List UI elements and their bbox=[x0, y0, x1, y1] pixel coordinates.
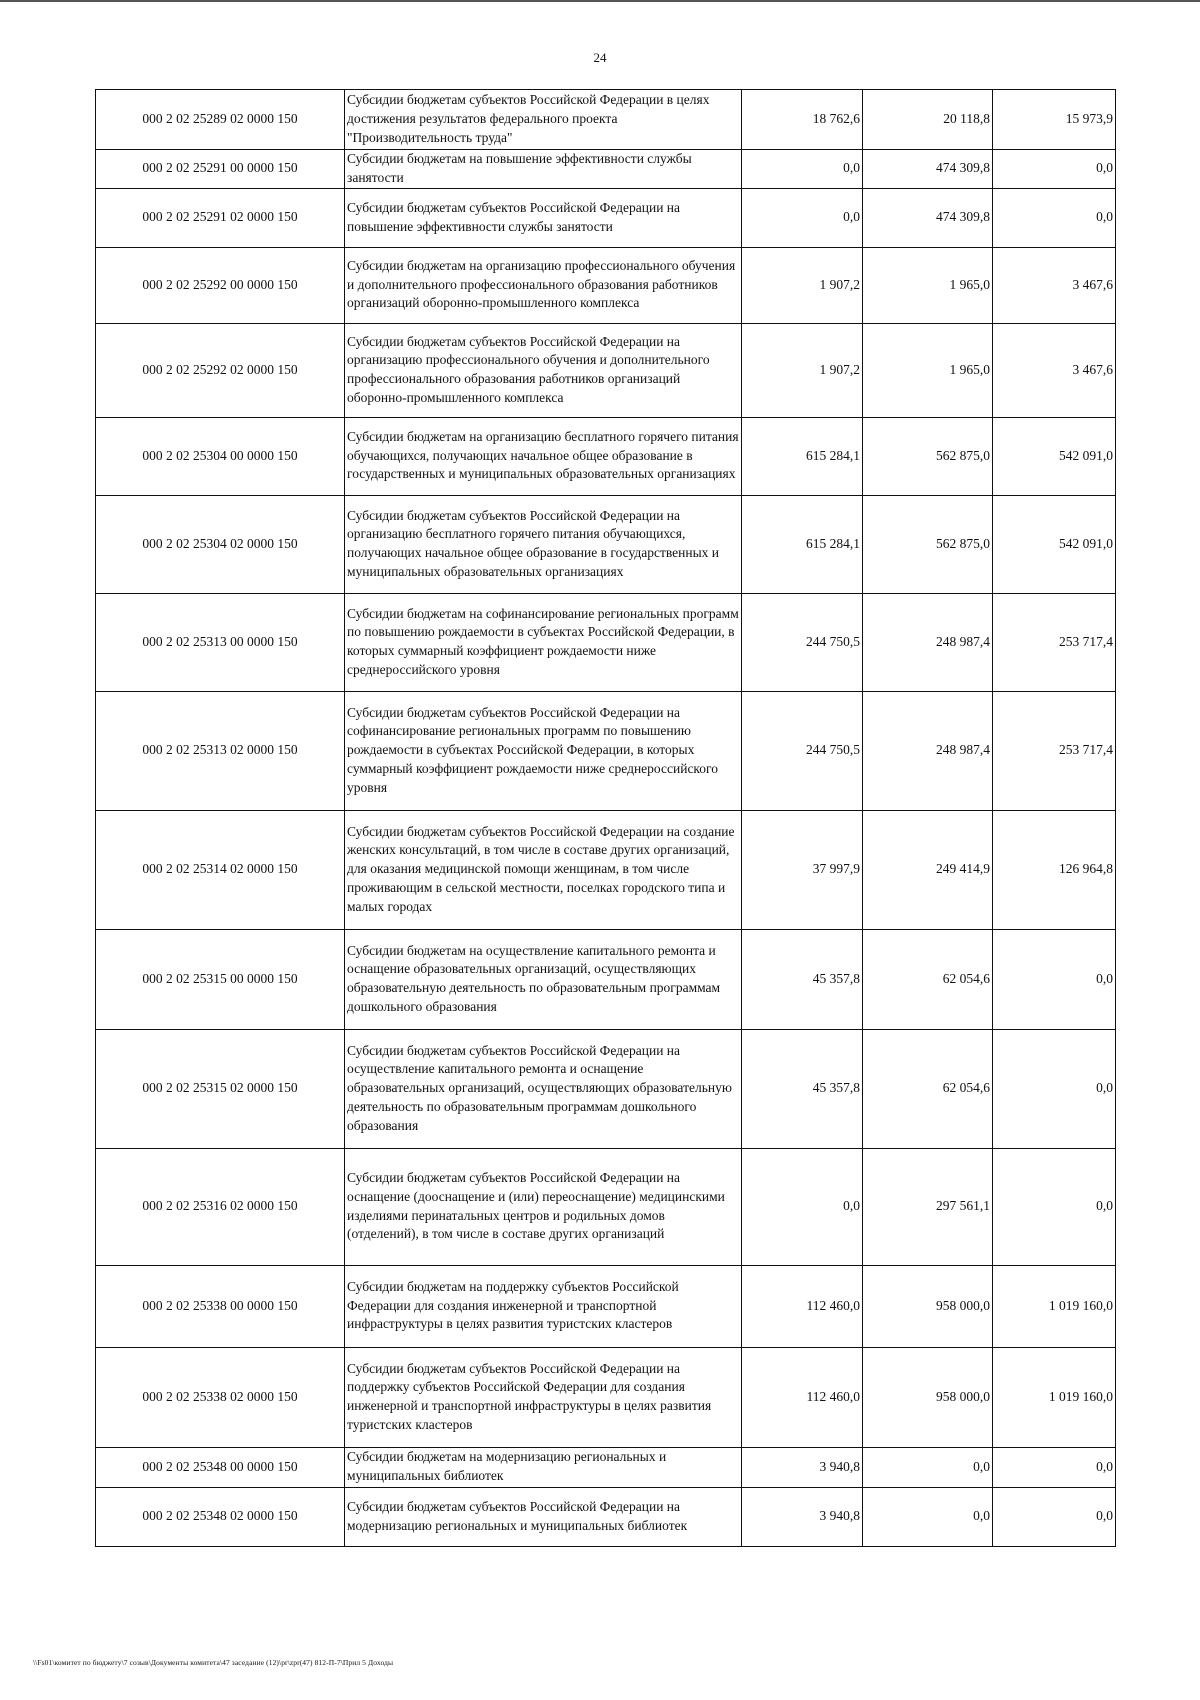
amount-year3-cell: 542 091,0 bbox=[993, 417, 1116, 495]
table-row bbox=[96, 1265, 1116, 1347]
table-row bbox=[96, 188, 1116, 247]
amount-year1-cell: 18 762,6 bbox=[742, 90, 863, 150]
amount-year1-cell: 0,0 bbox=[742, 188, 863, 247]
description-cell: Субсидии бюджетам субъектов Российской Федерации в целях достижения результатов федерального проекта "Производительность труда" bbox=[345, 90, 742, 150]
budget-code-cell: 000 2 02 25316 02 0000 150 bbox=[96, 1148, 345, 1265]
amount-year2-cell: 248 987,4 bbox=[863, 691, 993, 810]
amount-year3-cell: 0,0 bbox=[993, 188, 1116, 247]
table-row bbox=[96, 810, 1116, 929]
description-cell: Субсидии бюджетам на осуществление капитального ремонта и оснащение образовательных организаций, осуществляющих образовательную деятельность по образовательным программам дошкольного образования bbox=[345, 929, 742, 1029]
budget-code-cell: 000 2 02 25315 02 0000 150 bbox=[96, 1029, 345, 1148]
table-row bbox=[96, 323, 1116, 417]
table-row bbox=[96, 1347, 1116, 1447]
amount-year2-cell: 958 000,0 bbox=[863, 1347, 993, 1447]
description-cell: Субсидии бюджетам субъектов Российской Федерации на поддержку субъектов Российской Федерации для создания инженерной и транспортной инфраструктуры в целях развития туристских кластеров bbox=[345, 1347, 742, 1447]
amount-year2-cell: 958 000,0 bbox=[863, 1265, 993, 1347]
footer-file-path: \\Fs01\комитет по бюджету\7 созыв\Документы комитета\47 заседание (12)\pr\zpr(47) 812-П-7\Прил 5 Доходы bbox=[33, 1658, 394, 1667]
amount-year2-cell: 474 309,8 bbox=[863, 188, 993, 247]
description-cell: Субсидии бюджетам субъектов Российской Федерации на создание женских консультаций, в том числе в составе других организаций, для оказания медицинской помощи женщинам, в том числе проживающим в сельской местности, поселках городского типа и малых городах bbox=[345, 810, 742, 929]
budget-code-cell: 000 2 02 25338 02 0000 150 bbox=[96, 1347, 345, 1447]
amount-year2-cell: 20 118,8 bbox=[863, 90, 993, 150]
description-cell: Субсидии бюджетам на организацию профессионального обучения и дополнительного профессионального образования работников организаций оборонно-промышленного комплекса bbox=[345, 247, 742, 323]
amount-year3-cell: 0,0 bbox=[993, 150, 1116, 189]
description-cell: Субсидии бюджетам субъектов Российской Федерации на организацию бесплатного горячего питания обучающихся, получающих начальное общее образование в государственных и муниципальных образовательных организациях bbox=[345, 495, 742, 593]
amount-year3-cell: 0,0 bbox=[993, 1148, 1116, 1265]
budget-code-cell: 000 2 02 25291 02 0000 150 bbox=[96, 188, 345, 247]
amount-year2-cell: 1 965,0 bbox=[863, 323, 993, 417]
amount-year1-cell: 615 284,1 bbox=[742, 495, 863, 593]
description-cell: Субсидии бюджетам на поддержку субъектов Российской Федерации для создания инженерной и транспортной инфраструктуры в целях развития туристских кластеров bbox=[345, 1265, 742, 1347]
amount-year1-cell: 244 750,5 bbox=[742, 593, 863, 691]
amount-year2-cell: 0,0 bbox=[863, 1487, 993, 1546]
budget-code-cell: 000 2 02 25348 00 0000 150 bbox=[96, 1447, 345, 1487]
amount-year3-cell: 0,0 bbox=[993, 929, 1116, 1029]
budget-code-cell: 000 2 02 25304 02 0000 150 bbox=[96, 495, 345, 593]
amount-year1-cell: 3 940,8 bbox=[742, 1447, 863, 1487]
amount-year3-cell: 0,0 bbox=[993, 1029, 1116, 1148]
table-body bbox=[96, 90, 1116, 1547]
amount-year1-cell: 244 750,5 bbox=[742, 691, 863, 810]
amount-year2-cell: 248 987,4 bbox=[863, 593, 993, 691]
scan-edge-line bbox=[0, 0, 1200, 2]
amount-year1-cell: 3 940,8 bbox=[742, 1487, 863, 1546]
budget-code-cell: 000 2 02 25292 02 0000 150 bbox=[96, 323, 345, 417]
description-cell: Субсидии бюджетам субъектов Российской Федерации на софинансирование региональных программ по повышению рождаемости в субъектах Российской Федерации, в которых суммарный коэффициент рождаемости ниже среднероссийского уровня bbox=[345, 691, 742, 810]
description-cell: Субсидии бюджетам на организацию бесплатного горячего питания обучающихся, получающих начальное общее образование в государственных и муниципальных образовательных организациях bbox=[345, 417, 742, 495]
amount-year1-cell: 112 460,0 bbox=[742, 1347, 863, 1447]
table-row bbox=[96, 247, 1116, 323]
table-row bbox=[96, 1148, 1116, 1265]
amount-year3-cell: 253 717,4 bbox=[993, 691, 1116, 810]
amount-year1-cell: 45 357,8 bbox=[742, 1029, 863, 1148]
amount-year1-cell: 37 997,9 bbox=[742, 810, 863, 929]
description-cell: Субсидии бюджетам субъектов Российской Федерации на осуществление капитального ремонта и оснащение образовательных организаций, осуществляющих образовательную деятельность по образовательным программам дошкольного образования bbox=[345, 1029, 742, 1148]
table-row bbox=[96, 150, 1116, 189]
amount-year3-cell: 1 019 160,0 bbox=[993, 1265, 1116, 1347]
amount-year3-cell: 3 467,6 bbox=[993, 323, 1116, 417]
table-row bbox=[96, 1487, 1116, 1546]
table-row bbox=[96, 1447, 1116, 1487]
amount-year1-cell: 0,0 bbox=[742, 150, 863, 189]
table-row bbox=[96, 691, 1116, 810]
amount-year2-cell: 474 309,8 bbox=[863, 150, 993, 189]
amount-year3-cell: 1 019 160,0 bbox=[993, 1347, 1116, 1447]
amount-year1-cell: 112 460,0 bbox=[742, 1265, 863, 1347]
amount-year1-cell: 0,0 bbox=[742, 1148, 863, 1265]
amount-year1-cell: 1 907,2 bbox=[742, 247, 863, 323]
amount-year3-cell: 15 973,9 bbox=[993, 90, 1116, 150]
table-row bbox=[96, 929, 1116, 1029]
amount-year2-cell: 1 965,0 bbox=[863, 247, 993, 323]
amount-year1-cell: 615 284,1 bbox=[742, 417, 863, 495]
amount-year2-cell: 297 561,1 bbox=[863, 1148, 993, 1265]
budget-code-cell: 000 2 02 25314 02 0000 150 bbox=[96, 810, 345, 929]
table-row bbox=[96, 593, 1116, 691]
amount-year1-cell: 45 357,8 bbox=[742, 929, 863, 1029]
amount-year2-cell: 62 054,6 bbox=[863, 929, 993, 1029]
budget-code-cell: 000 2 02 25291 00 0000 150 bbox=[96, 150, 345, 189]
description-cell: Субсидии бюджетам субъектов Российской Федерации на организацию профессионального обучения и дополнительного профессионального образования работников организаций оборонно-промышленного комплекса bbox=[345, 323, 742, 417]
amount-year3-cell: 542 091,0 bbox=[993, 495, 1116, 593]
budget-code-cell: 000 2 02 25304 00 0000 150 bbox=[96, 417, 345, 495]
table-row bbox=[96, 495, 1116, 593]
amount-year2-cell: 249 414,9 bbox=[863, 810, 993, 929]
budget-code-cell: 000 2 02 25315 00 0000 150 bbox=[96, 929, 345, 1029]
page-number: 24 bbox=[593, 50, 607, 65]
amount-year2-cell: 562 875,0 bbox=[863, 417, 993, 495]
amount-year3-cell: 3 467,6 bbox=[993, 247, 1116, 323]
table-row bbox=[96, 90, 1116, 150]
budget-code-cell: 000 2 02 25289 02 0000 150 bbox=[96, 90, 345, 150]
budget-code-cell: 000 2 02 25338 00 0000 150 bbox=[96, 1265, 345, 1347]
amount-year3-cell: 0,0 bbox=[993, 1487, 1116, 1546]
budget-code-cell: 000 2 02 25313 02 0000 150 bbox=[96, 691, 345, 810]
amount-year2-cell: 0,0 bbox=[863, 1447, 993, 1487]
description-cell: Субсидии бюджетам на софинансирование региональных программ по повышению рождаемости в субъектах Российской Федерации, в которых суммарный коэффициент рождаемости ниже среднероссийского уровня bbox=[345, 593, 742, 691]
revenue-table bbox=[95, 89, 1116, 1547]
budget-code-cell: 000 2 02 25348 02 0000 150 bbox=[96, 1487, 345, 1546]
description-cell: Субсидии бюджетам на повышение эффективности службы занятости bbox=[345, 150, 742, 189]
amount-year2-cell: 562 875,0 bbox=[863, 495, 993, 593]
description-cell: Субсидии бюджетам на модернизацию региональных и муниципальных библиотек bbox=[345, 1447, 742, 1487]
description-cell: Субсидии бюджетам субъектов Российской Федерации на повышение эффективности службы занятости bbox=[345, 188, 742, 247]
description-cell: Субсидии бюджетам субъектов Российской Федерации на модернизацию региональных и муниципальных библиотек bbox=[345, 1487, 742, 1546]
budget-code-cell: 000 2 02 25292 00 0000 150 bbox=[96, 247, 345, 323]
budget-code-cell: 000 2 02 25313 00 0000 150 bbox=[96, 593, 345, 691]
amount-year3-cell: 126 964,8 bbox=[993, 810, 1116, 929]
table-row bbox=[96, 1029, 1116, 1148]
description-cell: Субсидии бюджетам субъектов Российской Федерации на оснащение (дооснащение и (или) переоснащение) медицинскими изделиями перинатальных центров и родильных домов (отделений), в том числе в составе других организаций bbox=[345, 1148, 742, 1265]
amount-year1-cell: 1 907,2 bbox=[742, 323, 863, 417]
amount-year3-cell: 253 717,4 bbox=[993, 593, 1116, 691]
table-row bbox=[96, 417, 1116, 495]
amount-year2-cell: 62 054,6 bbox=[863, 1029, 993, 1148]
amount-year3-cell: 0,0 bbox=[993, 1447, 1116, 1487]
